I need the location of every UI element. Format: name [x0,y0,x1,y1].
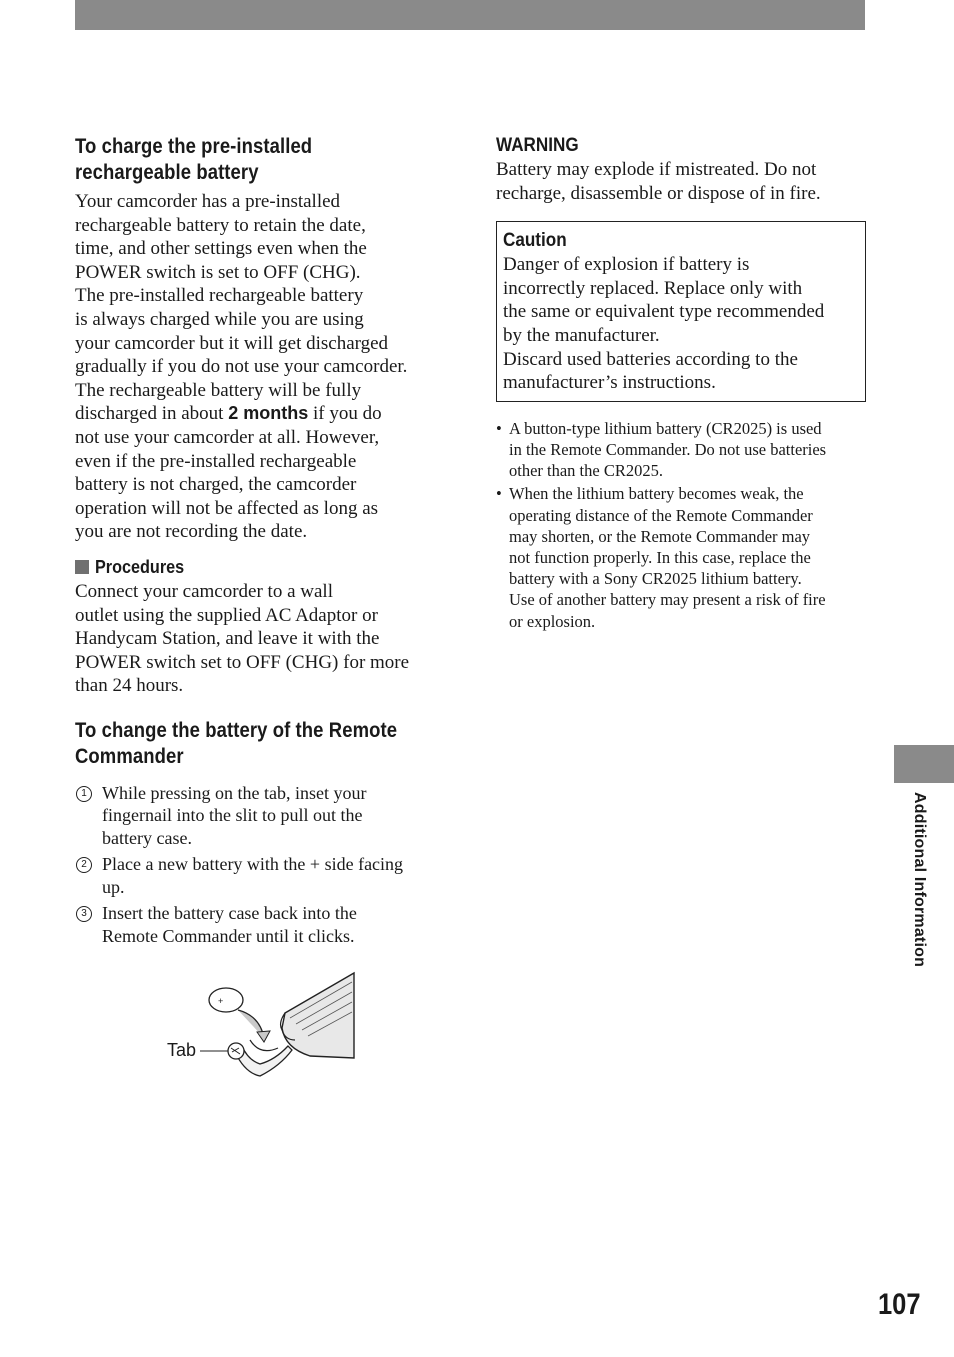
step-text: Place a new battery with the + side facing up. [102,854,404,897]
step-number-icon: 2 [76,857,92,873]
tab-label: Tab [167,1040,197,1060]
warning-text: Battery may explode if mistreated. Do not recharge, disassemble or dispose of in fire. [496,159,821,204]
list-item: • A button-type lithium battery (CR2025) is used in the Remote Commander. Do not use batteries other than the CR2025. [496,418,866,482]
charge-text-a: Your camcorder has a pre-installed rechargeable battery to retain the date, time, and other settings even when the POWER switch is set to OFF (CHG). The pre-installed rechargeable battery is always charged while you are using your camcorder but it will get discharged gradually if you do not use your camcorder. The rechargeable battery will be fully discharged in about [75,191,408,425]
header-bar [75,0,865,30]
caution-text: Danger of explosion if battery is incorrectly replaced. Replace only with the same or equivalent type recommended by the manufacturer. Discard used batteries according to the manufacturer’s instructions. [503,254,825,394]
step-text: While pressing on the tab, inset your fingernail into the slit to pull out the battery case. [102,782,367,848]
charge-text-b: if you do not use your camcorder at all. However, even if the pre-installed rechargeable battery is not charged, the camcorder operation will not be affected as long as you are not recording the date. [75,403,382,543]
section-heading-charge: To charge the pre-installed rechargeable battery [75,135,313,184]
battery-replacement-illustration [160,968,360,1083]
procedures-label: Procedures [95,556,185,577]
section-side-label: Additional Information [911,792,928,968]
step-number-icon: 1 [76,786,92,802]
list-item [75,902,450,947]
svg-text:+: + [218,996,224,1006]
warning-title: WARNING [496,135,579,156]
section-heading-remote-battery: To change the battery of the Remote Commander [75,718,398,768]
left-column [75,134,450,951]
charge-paragraph [75,190,450,544]
procedures-subheading [75,556,450,578]
battery-steps-list [75,782,450,948]
list-item: • When the lithium battery becomes weak, the operating distance of the Remote Commander may shorten, or the Remote Commander may not function properly. In this case, replace the battery with a Sony CR2025 lithium battery. Use of another battery may present a risk of fire or explosion. [496,483,866,631]
caution-title: Caution [503,230,567,252]
caution-box [496,221,866,402]
remote-body-shape [282,973,354,1058]
battery-notes-list [496,418,866,632]
page-number: 107 [878,1288,921,1321]
charge-duration: 2 months [228,403,309,424]
list-item [75,853,450,898]
right-column [496,134,866,634]
procedures-paragraph: Connect your camcorder to a wall outlet using the supplied AC Adaptor or Handycam Station, and leave it with the POWER switch set to OFF (CHG) for more than 24 hours. [75,580,410,697]
step-text: Insert the battery case back into the Remote Commander until it clicks. [102,903,357,946]
step-number-icon: 3 [76,906,92,922]
list-item [75,782,450,850]
square-bullet-icon [75,560,89,574]
section-tab-marker [894,745,954,783]
coin-battery-shape [209,988,243,1012]
